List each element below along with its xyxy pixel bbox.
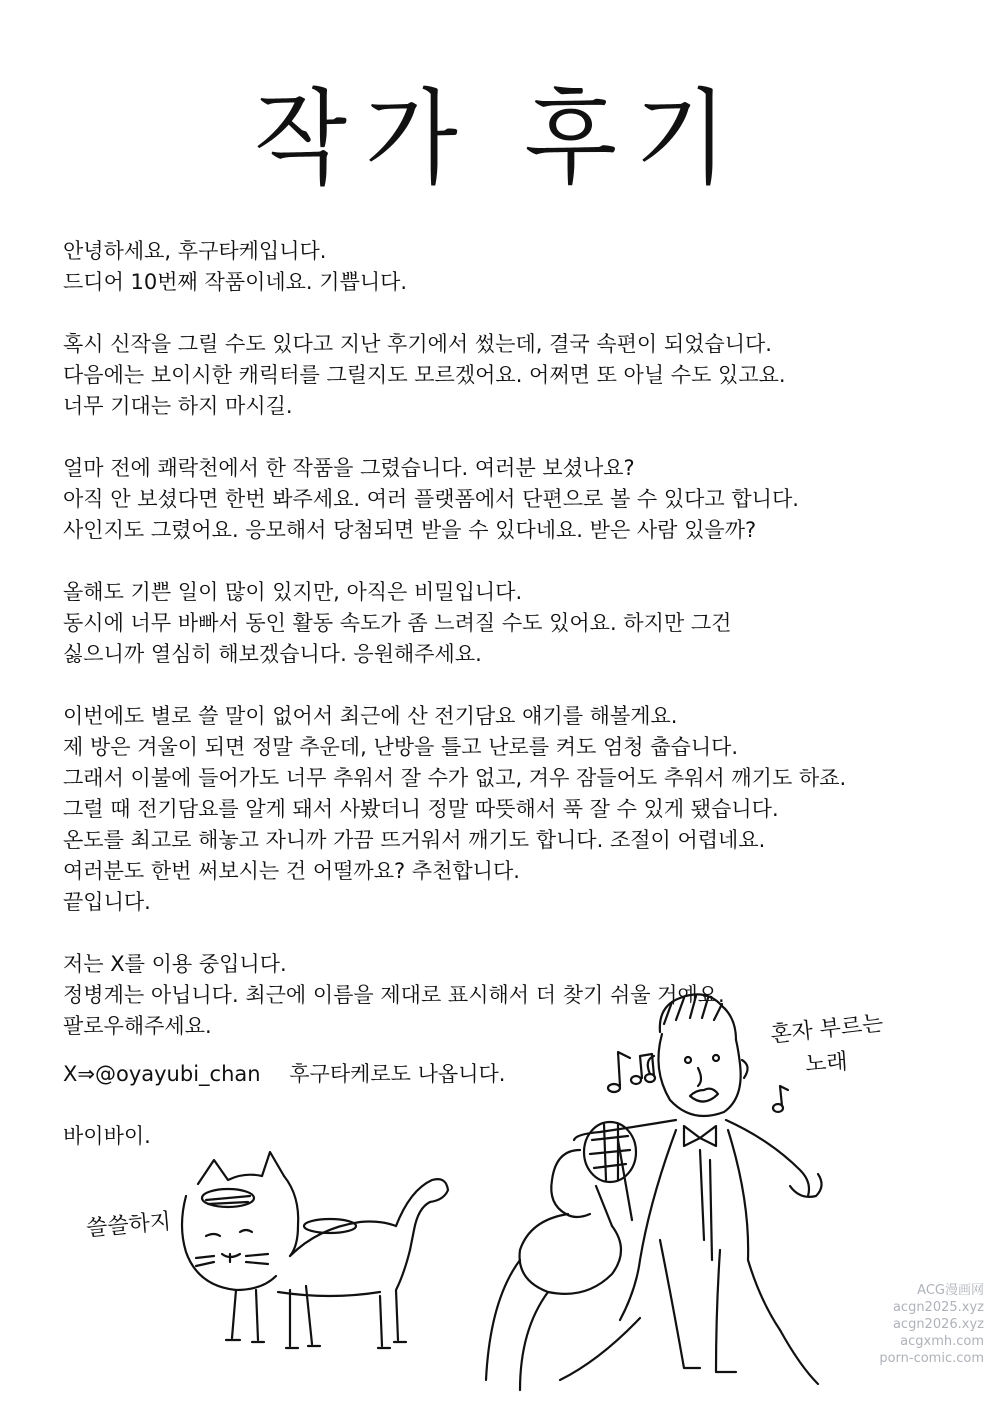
watermark-line: acgn2025.xyz bbox=[892, 1300, 984, 1315]
text-line: 저는 X를 이용 중입니다. bbox=[63, 952, 287, 976]
text-line: 아직 안 보셨다면 한번 봐주세요. 여러 플랫폼에서 단편으로 볼 수 있다고 합니다. bbox=[63, 487, 799, 511]
text-line: 드디어 10번째 작품이네요. 기쁩니다. bbox=[63, 270, 408, 294]
sketch-note: 혼자 부르는 bbox=[769, 1011, 885, 1048]
music-notes bbox=[608, 1052, 788, 1112]
text-line: 그럴 때 전기담요를 알게 돼서 사봤더니 정말 따뜻해서 푹 잘 수 있게 됐습니다. bbox=[63, 797, 779, 821]
text-line: 혹시 신작을 그릴 수도 있다고 지난 후기에서 썼는데, 결국 속편이 되었습니다. bbox=[63, 332, 772, 356]
watermark-line: porn-comic.com bbox=[879, 1351, 984, 1366]
watermark-line: ACG漫画网 bbox=[917, 1283, 984, 1298]
text-line: 팔로우해주세요. bbox=[63, 1014, 212, 1038]
text-line: 싫으니까 열심히 해보겠습니다. 응원해주세요. bbox=[63, 642, 482, 666]
sketch-note: 쓸쓸하지 bbox=[85, 1209, 173, 1242]
social-note: 후구타케로도 나옵니다. bbox=[289, 1062, 506, 1086]
watermark-line: acgxmh.com bbox=[900, 1334, 984, 1349]
text-line: 제 방은 겨울이 되면 정말 추운데, 난방을 틀고 난로를 켜도 엄청 춥습니다. bbox=[63, 735, 739, 759]
watermark bbox=[864, 1282, 984, 1367]
text-line: 온도를 최고로 해놓고 자니까 가끔 뜨거워서 깨기도 합니다. 조절이 어렵네요. bbox=[63, 828, 766, 852]
text-line: 너무 기대는 하지 마시길. bbox=[63, 394, 293, 418]
x-handle: X⇒@oyayubi_chan bbox=[63, 1062, 261, 1086]
sketch-note: 노래 bbox=[804, 1049, 849, 1078]
signoff: 바이바이. bbox=[63, 1124, 151, 1148]
text-line: 올해도 기쁜 일이 많이 있지만, 아직은 비밀입니다. bbox=[63, 580, 523, 604]
cat-drawing bbox=[182, 1152, 448, 1348]
text-line: 사인지도 그렸어요. 응모해서 당첨되면 받을 수 있다네요. 받은 사람 있을까? bbox=[63, 518, 757, 542]
text-line: 얼마 전에 쾌락천에서 한 작품을 그렸습니다. 여러분 보셨나요? bbox=[63, 456, 635, 480]
text-line: 정병계는 아닙니다. 최근에 이름을 제대로 표시해서 더 찾기 쉬울 거예요. bbox=[63, 983, 725, 1007]
text-line: 안녕하세요, 후구타케입니다. bbox=[63, 239, 327, 263]
text-line: 이번에도 별로 쓸 말이 없어서 최근에 산 전기담요 얘기를 해볼게요. bbox=[63, 704, 678, 728]
text-line: 그래서 이불에 들어가도 너무 추워서 잘 수가 없고, 겨우 잠들어도 추워서 깨기도 하죠. bbox=[63, 766, 847, 790]
text-line: 끝입니다. bbox=[63, 890, 151, 914]
watermark-line: acgn2026.xyz bbox=[892, 1317, 984, 1332]
singer-drawing bbox=[486, 994, 822, 1390]
text-line: 동시에 너무 바빠서 동인 활동 속도가 좀 느려질 수도 있어요. 하지만 그건 bbox=[63, 611, 732, 635]
text-line: 여러분도 한번 써보시는 건 어떨까요? 추천합니다. bbox=[63, 859, 520, 883]
text-line: 다음에는 보이시한 캐릭터를 그릴지도 모르겠어요. 어쩌면 또 아닐 수도 있고요. bbox=[63, 363, 786, 387]
page-title: 작가 후기 bbox=[254, 78, 746, 200]
